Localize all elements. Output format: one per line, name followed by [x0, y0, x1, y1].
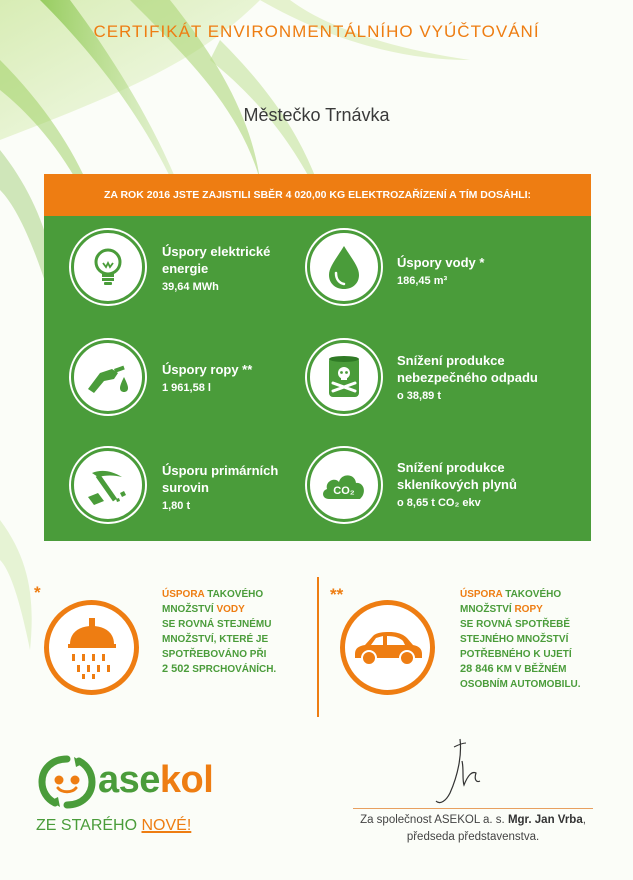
- equiv-number: 2 502: [162, 663, 190, 675]
- handwritten-signature: [432, 735, 512, 807]
- collection-summary-banner: ZA ROK 2016 JSTE ZAJISTILI SBĚR 4 020,00 KG ELEKTROZAŘÍZENÍ A TÍM DOSÁHLI:: [44, 174, 591, 216]
- pickaxe-icon: [71, 448, 145, 522]
- signatory-company: Za společnost ASEKOL a. s.: [360, 814, 508, 826]
- stat-greenhouse-gases: [397, 459, 517, 510]
- lightbulb-icon: [71, 230, 145, 304]
- stat-hazardous-waste: [397, 352, 538, 403]
- water-drop-icon: [307, 230, 381, 304]
- slogan-part: NOVÉ!: [141, 817, 192, 834]
- stat-value: 39,64 MWh: [162, 281, 219, 293]
- wordmark-part: kol: [159, 759, 214, 801]
- equiv-text: SE ROVNÁ STEJNÉMU: [162, 619, 272, 630]
- signature-line: [353, 808, 593, 809]
- stat-title-line: Úsporu primárních: [162, 463, 279, 478]
- equiv-text: POTŘEBNÉHO K UJETÍ: [460, 649, 572, 660]
- oil-equivalent-text: [460, 587, 581, 692]
- stat-value: 1,80 t: [162, 500, 191, 512]
- equiv-highlight: ROPY: [514, 604, 543, 615]
- footnote-marker: **: [330, 585, 344, 604]
- equiv-number: 28 846: [460, 663, 494, 675]
- equiv-text: TAKOVÉHO: [204, 589, 264, 600]
- signatory-role: předseda představenstva.: [406, 831, 540, 843]
- signatory-punct: ,: [582, 814, 586, 826]
- equiv-text: SPOTŘEBOVÁNO PŘI: [162, 649, 267, 660]
- equiv-text: SPRCHOVÁNÍCH.: [189, 664, 277, 675]
- asekol-slogan: [36, 817, 191, 835]
- stat-value: 1 961,58 l: [162, 382, 211, 394]
- stat-title-line: Úspory ropy **: [162, 362, 253, 377]
- equiv-highlight: VODY: [216, 604, 245, 615]
- stat-value: 186,45 m³: [397, 275, 448, 287]
- stat-value: o 8,65 t CO₂ ekv: [397, 497, 481, 509]
- car-icon: [340, 600, 435, 695]
- equiv-text: SE ROVNÁ SPOTŘEBĚ: [460, 619, 571, 630]
- certificate-title: CERTIFIKÁT ENVIRONMENTÁLNÍHO VYÚČTOVÁNÍ: [93, 22, 540, 41]
- equiv-highlight: ÚSPORA: [162, 589, 205, 600]
- equiv-highlight: ÚSPORA: [460, 589, 503, 600]
- signatory-name: Mgr. Jan Vrba: [507, 814, 583, 826]
- stat-oil: [162, 361, 252, 395]
- stat-title-line: surovin: [162, 480, 209, 495]
- equiv-text: MNOŽSTVÍ: [162, 604, 217, 615]
- equiv-text: OSOBNÍM AUTOMOBILU.: [460, 679, 581, 690]
- shower-icon: [44, 600, 139, 695]
- equiv-text: MNOŽSTVÍ: [460, 604, 515, 615]
- stat-title-line: Úspory vody *: [397, 255, 485, 270]
- slogan-part: ZE STARÉHO: [36, 817, 142, 834]
- stat-raw-materials: [162, 462, 278, 513]
- equiv-text: KM V BĚŽNÉM: [493, 664, 567, 675]
- footnote-marker: *: [34, 583, 41, 602]
- stat-title-line: energie: [162, 261, 209, 276]
- recipient-name: Městečko Trnávka: [243, 105, 390, 125]
- fuel-nozzle-icon: [71, 340, 145, 414]
- asekol-logo-icon: [38, 755, 96, 809]
- stat-title-line: nebezpečného odpadu: [397, 370, 538, 385]
- stat-electricity: [162, 243, 270, 294]
- equiv-text: TAKOVÉHO: [502, 589, 562, 600]
- asekol-wordmark: [98, 755, 213, 805]
- wordmark-part: ase: [98, 759, 160, 801]
- signatory-block: [353, 812, 593, 846]
- equiv-text: STEJNÉHO MNOŽSTVÍ: [460, 634, 569, 645]
- stat-title-line: skleníkových plynů: [397, 477, 517, 492]
- section-divider: [317, 577, 319, 717]
- stat-title-line: Snížení produkce: [397, 460, 505, 475]
- co2-cloud-icon: [307, 448, 381, 522]
- water-equivalent-text: [162, 587, 276, 677]
- stat-water: [397, 254, 484, 288]
- equiv-text: MNOŽSTVÍ, KTERÉ JE: [162, 634, 269, 645]
- svg-text:CO₂: CO₂: [333, 485, 355, 497]
- stat-title-line: Úspory elektrické: [162, 244, 271, 259]
- hazard-barrel-icon: [307, 340, 381, 414]
- stat-title-line: Snížení produkce: [397, 353, 505, 368]
- stat-value: o 38,89 t: [397, 390, 442, 402]
